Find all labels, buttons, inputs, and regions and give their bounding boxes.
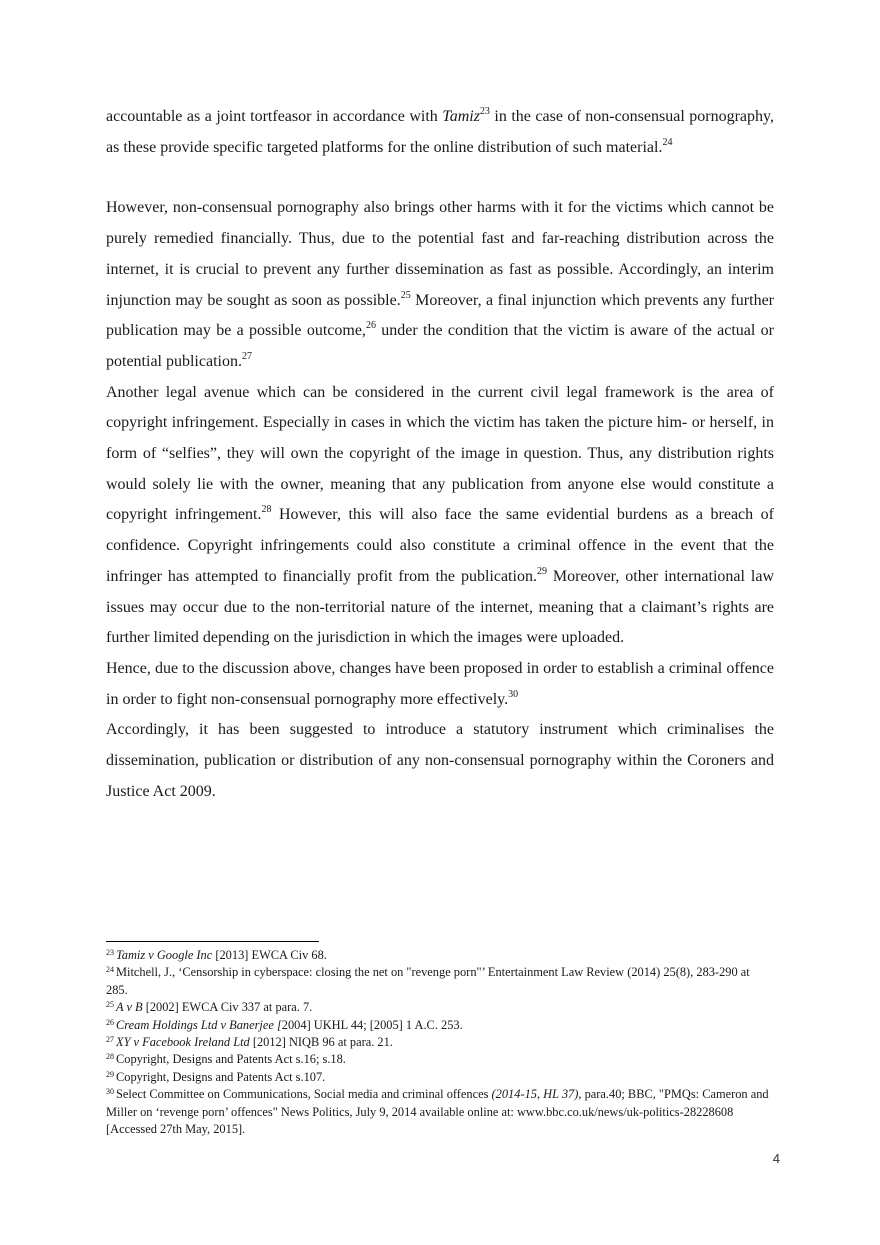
paragraph-3: Another legal avenue which can be considered in the current civil legal framework is the area of copyright infringement. Especially in cases in which the victim has taken the picture him- or herself, in form of “selfies”, they will own the copyright of the image in question. Thus, any distribution rights would solely lie with the owner, meaning that any publication from anyone else would constitute a copyright infringement.$^{28}$ However, this will also face the same evidential burdens as a breach of confidence. Copyright infringements could also constitute a criminal offence in the event that the infringer has attempted to financially profit from the publication.$^{29}$ Moreover, other international law issues may occur due to the non-territorial nature of the internet, meaning that a claimant’s rights are further limited depending on the jurisdiction in which the images were uploaded.: [106, 383, 774, 647]
footnote-ref-27[interactable]: 27: [241, 350, 252, 362]
footnote-30: $^{30}$ Select Committee on Communications, Social media and criminal offences (2014-15, HL 37), para.40; BBC, "PMQs: Cameron and Miller on ‘revenge porn’ offences" News Politics, July 9, 2014 available online at: www.bbc.co.uk/news/uk-politics-28228608 [Accessed 27th May, 2015].: [106, 1087, 769, 1137]
case-name: Tamiz: [442, 108, 480, 125]
footnote-23: $^{23}$ Tamiz v Google Inc [2013] EWCA Civ 68.: [106, 948, 327, 962]
footnote-ref-29[interactable]: 29: [536, 565, 547, 577]
footnote-separator: [106, 941, 319, 942]
footnote-ref-23[interactable]: 23: [479, 106, 490, 117]
footnote-ref-28[interactable]: 28: [261, 504, 272, 516]
footnote-28: $^{28}$ Copyright, Designs and Patents Act s.16; s.18.: [106, 1052, 346, 1067]
paragraph-4: Hence, due to the discussion above, changes have been proposed in order to establish a criminal offence in order to fight non-consensual pornography more effectively.$^{30}$: [106, 659, 774, 708]
footnote-27: $^{27}$ XY v Facebook Ireland Ltd [2012] NIQB 96 at para. 21.: [106, 1035, 393, 1050]
paragraph-5: Accordingly, it has been suggested to introduce a statutory instrument which criminalises the dissemination, publication or distribution of any non-consensual pornography within the Coroners and Justice Act 2009.: [106, 721, 774, 800]
footnotes: [106, 947, 774, 1138]
footnote-29: $^{29}$ Copyright, Designs and Patents Act s.107.: [106, 1069, 326, 1084]
footnote-25: $^{25}$ A v B [2002] EWCA Civ 337 at para. 7.: [106, 1000, 313, 1015]
footnote-ref-30[interactable]: 30: [508, 688, 519, 700]
footnote-26: $^{26}$ Cream Holdings Ltd v Banerjee [2004] UKHL 44; [2005] 1 A.C. 253.: [106, 1017, 463, 1032]
footnote-ref-26[interactable]: 26: [365, 320, 376, 332]
paragraph-2: However, non-consensual pornography also brings other harms with it for the victims which cannot be purely remedied financially. Thus, due to the potential fast and far-reaching distribution across the internet, it is crucial to prevent any further dissemination as fast as possible. Accordingly, an interim injunction may be sought as soon as possible.$^{25}$ Moreover, a final injunction which prevents any further publication may be a possible outcome,$^{26}$ under the condition that the victim is aware of the actual or potential publication.$^{27}$: [106, 199, 775, 370]
footnote-ref-25[interactable]: 25: [400, 289, 411, 301]
page-number: 4: [772, 1151, 780, 1166]
footnote-ref-24[interactable]: 24: [662, 136, 673, 148]
footnote-24: $^{24}$ Mitchell, J., ‘Censorship in cyberspace: closing the net on "revenge porn"’ Entertainment Law Review (2014) 25(8), 283-290 at 285.: [106, 965, 750, 997]
paragraph-1: accountable as a joint tortfeasor in accordance with Tamiz$^{23}$ in the case of non-consensual pornography, as these provide specific targeted platforms for the online distribution of such material.$^{24}$: [106, 106, 774, 156]
body-text: [106, 102, 774, 807]
